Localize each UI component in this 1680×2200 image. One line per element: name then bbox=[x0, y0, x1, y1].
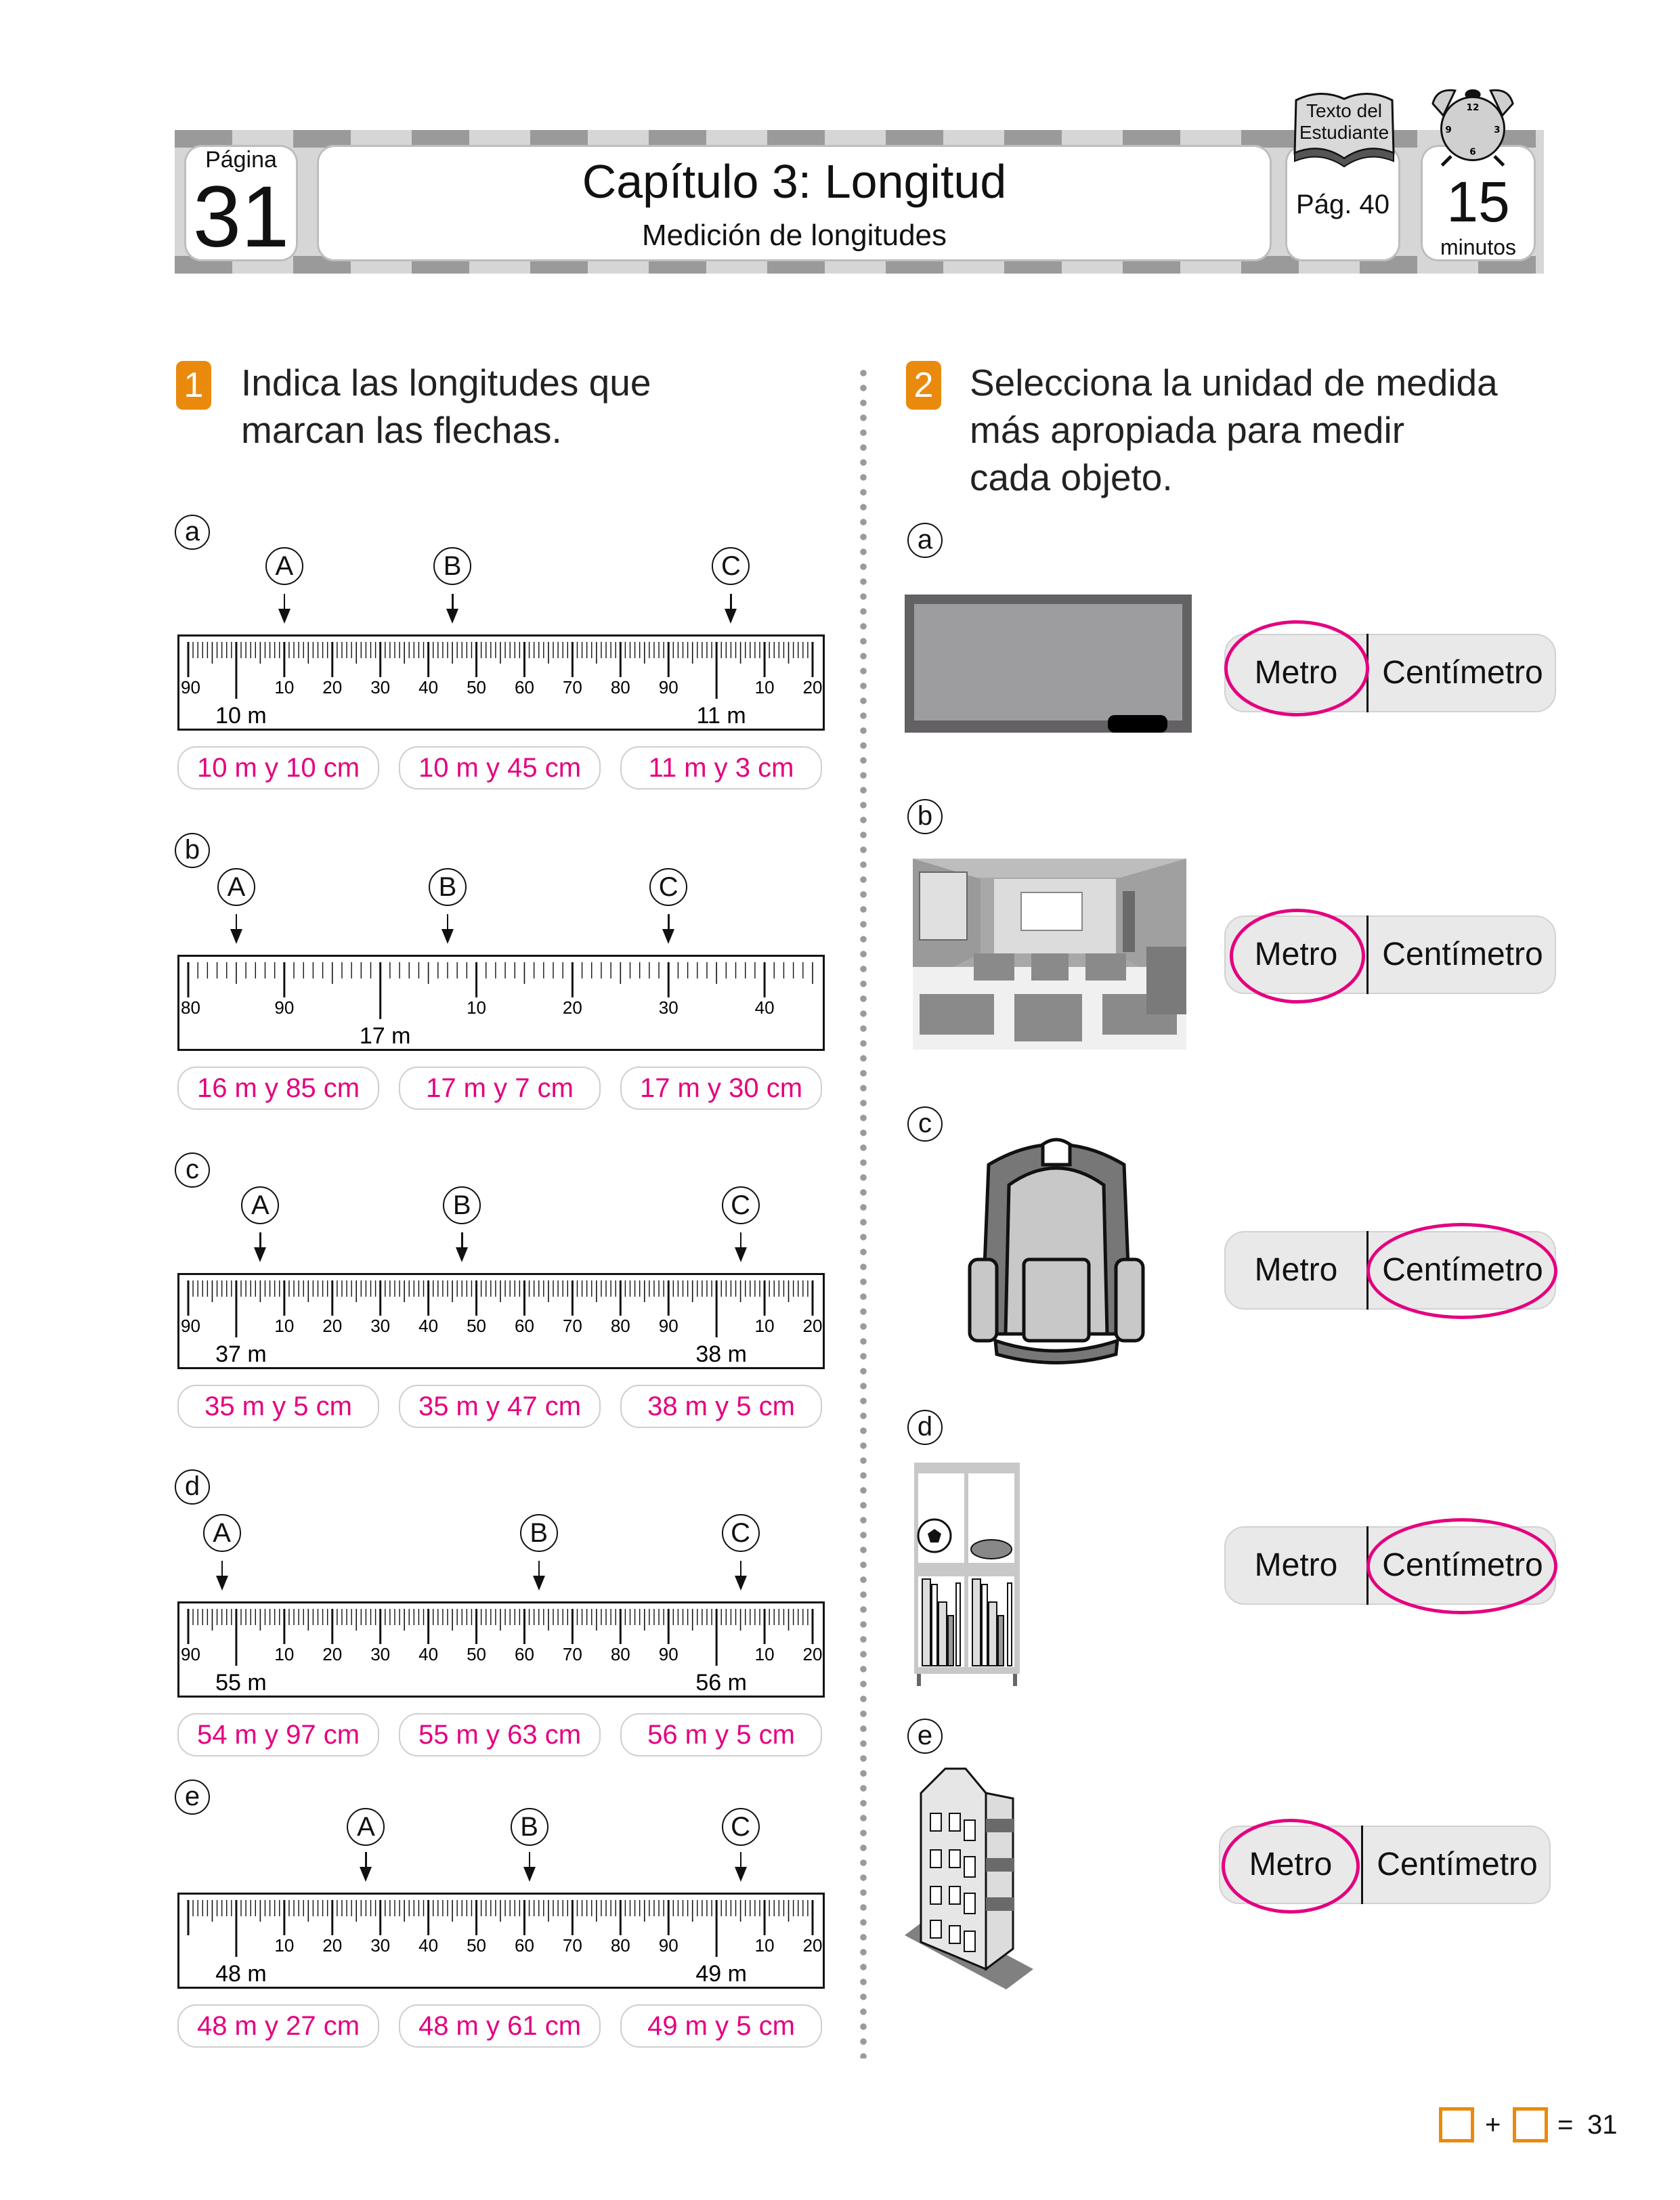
textbook-label: Texto del Estudiante bbox=[1299, 100, 1390, 143]
footer-total: 31 bbox=[1587, 2110, 1618, 2140]
pointer-label-b: B bbox=[511, 1808, 548, 1846]
tick-label: 50 bbox=[467, 1316, 486, 1336]
unit-option-2c bbox=[1224, 1231, 1556, 1310]
ruler-ticks bbox=[179, 637, 827, 733]
unit-option-2e bbox=[1219, 1826, 1551, 1904]
bookshelf-image bbox=[914, 1463, 1022, 1686]
tick-label: 80 bbox=[181, 997, 200, 1018]
exercise-2-instruction-line2: más apropiada para medir bbox=[970, 409, 1405, 451]
meter-label: 48 m bbox=[215, 1961, 267, 1987]
ruler bbox=[177, 1893, 825, 1989]
tick-label: 90 bbox=[274, 997, 295, 1018]
tick-label: 10 bbox=[274, 677, 295, 697]
tick-label: 70 bbox=[562, 677, 582, 697]
time-unit: minutos bbox=[1440, 235, 1517, 259]
tick-label: 20 bbox=[322, 1935, 343, 1956]
tick-label: 90 bbox=[181, 1644, 200, 1664]
answer-box[interactable]: 11 m y 3 cm bbox=[620, 746, 822, 790]
exercise-1-instruction-line1: Indica las longitudes que bbox=[241, 362, 651, 404]
tick-label: 10 bbox=[274, 1644, 295, 1664]
tick-label: 30 bbox=[370, 1644, 391, 1664]
answer-box[interactable]: 17 m y 7 cm bbox=[399, 1066, 601, 1110]
blackboard-image bbox=[905, 595, 1192, 733]
answer-box[interactable]: 35 m y 47 cm bbox=[399, 1385, 601, 1428]
ruler bbox=[177, 955, 825, 1051]
answer-box[interactable]: 48 m y 61 cm bbox=[399, 2004, 601, 2048]
chapter-title: Capítulo 3: Longitud bbox=[582, 155, 1007, 208]
item-letter-1a: a bbox=[175, 515, 210, 550]
chapter-subtitle: Medición de longitudes bbox=[641, 219, 947, 252]
item-letter-2d: d bbox=[907, 1410, 943, 1445]
clock-number-9: 9 bbox=[1445, 124, 1452, 135]
item-letter-2a: a bbox=[907, 523, 943, 558]
unit-option-2d bbox=[1224, 1526, 1556, 1605]
item-letter-2e: e bbox=[907, 1719, 943, 1754]
pointer-label-b: B bbox=[429, 868, 467, 906]
ruler bbox=[177, 1601, 825, 1698]
tick-label: 50 bbox=[467, 1644, 486, 1664]
option-centimetro[interactable]: Centímetro bbox=[1382, 1252, 1543, 1288]
tick-label: 10 bbox=[467, 997, 486, 1018]
pointer-label-a: A bbox=[241, 1186, 279, 1224]
tick-label: 10 bbox=[754, 1644, 775, 1664]
clock-number-6: 6 bbox=[1469, 146, 1476, 158]
tick-label: 90 bbox=[181, 677, 200, 697]
selection-circle bbox=[1222, 1819, 1360, 1914]
tick-label: 30 bbox=[370, 677, 391, 697]
tick-label: 20 bbox=[562, 997, 582, 1018]
answer-box[interactable]: 10 m y 10 cm bbox=[177, 746, 379, 790]
pointer-label-a: A bbox=[203, 1514, 241, 1552]
ruler bbox=[177, 634, 825, 731]
pointer-label-c: C bbox=[722, 1514, 760, 1552]
tick-label: 90 bbox=[658, 677, 679, 697]
meter-label: 49 m bbox=[695, 1961, 747, 1987]
option-metro[interactable]: Metro bbox=[1254, 1547, 1338, 1583]
pointer-label-a: A bbox=[265, 547, 303, 585]
selection-circle bbox=[1224, 620, 1369, 716]
building-image bbox=[905, 1766, 1033, 1996]
ruler-ticks bbox=[179, 1895, 827, 1991]
ruler-ticks bbox=[179, 957, 827, 1053]
meter-label: 56 m bbox=[695, 1670, 747, 1696]
tick-label: 90 bbox=[181, 1316, 200, 1336]
tick-label: 10 bbox=[754, 1935, 775, 1956]
tick-label: 10 bbox=[754, 677, 775, 697]
pointer-label-a: A bbox=[347, 1808, 385, 1846]
tick-label: 80 bbox=[610, 1316, 630, 1336]
tick-label: 60 bbox=[515, 1644, 534, 1664]
tick-label: 20 bbox=[322, 1644, 343, 1664]
ruler bbox=[177, 1273, 825, 1369]
pointer-label-b: B bbox=[520, 1514, 558, 1552]
textbook-page: Pág. 40 bbox=[1296, 190, 1390, 219]
unit-option-2a bbox=[1224, 634, 1556, 712]
answer-box[interactable]: 54 m y 97 cm bbox=[177, 1713, 379, 1756]
column-separator bbox=[860, 366, 867, 2058]
plus-sign: + bbox=[1485, 2110, 1501, 2140]
option-divider bbox=[1366, 915, 1369, 994]
pointer-label-a: A bbox=[217, 868, 255, 906]
tick-label: 40 bbox=[754, 997, 775, 1018]
tick-label: 40 bbox=[418, 1644, 439, 1664]
answer-box-1[interactable] bbox=[1439, 2107, 1474, 2142]
time-value: 15 bbox=[1446, 170, 1510, 234]
tick-label: 20 bbox=[322, 1316, 343, 1336]
pointer-label-c: C bbox=[649, 868, 687, 906]
option-centimetro[interactable]: Centímetro bbox=[1382, 655, 1543, 691]
option-metro[interactable]: Metro bbox=[1254, 936, 1338, 972]
tick-label: 40 bbox=[418, 677, 439, 697]
ruler-ticks bbox=[179, 1275, 827, 1371]
item-letter-1d: d bbox=[175, 1469, 210, 1505]
pointer-label-b: B bbox=[433, 547, 471, 585]
tick-label: 60 bbox=[515, 1316, 534, 1336]
tick-label: 20 bbox=[802, 1935, 823, 1956]
tick-label: 20 bbox=[802, 1316, 823, 1336]
meter-label: 38 m bbox=[695, 1341, 747, 1367]
item-letter-1b: b bbox=[175, 833, 210, 868]
tick-label: 10 bbox=[274, 1316, 295, 1336]
meter-label: 37 m bbox=[215, 1341, 267, 1367]
meter-label: 55 m bbox=[215, 1670, 267, 1696]
pointer-label-c: C bbox=[722, 1186, 760, 1224]
item-letter-2c: c bbox=[907, 1106, 943, 1142]
selection-circle bbox=[1366, 1223, 1557, 1319]
tick-label: 90 bbox=[658, 1316, 679, 1336]
answer-box-2[interactable] bbox=[1513, 2107, 1548, 2142]
pointer-label-b: B bbox=[443, 1186, 481, 1224]
tick-label: 90 bbox=[658, 1935, 679, 1956]
tick-label: 20 bbox=[802, 677, 823, 697]
tick-label: 20 bbox=[802, 1644, 823, 1664]
option-centimetro[interactable]: Centímetro bbox=[1377, 1847, 1538, 1882]
tick-label: 50 bbox=[467, 677, 486, 697]
item-letter-1c: c bbox=[175, 1152, 210, 1188]
tick-label: 40 bbox=[418, 1316, 439, 1336]
item-letter-1e: e bbox=[175, 1780, 210, 1815]
answer-box[interactable]: 49 m y 5 cm bbox=[620, 2004, 822, 2048]
tick-label: 70 bbox=[562, 1316, 582, 1336]
option-metro[interactable]: Metro bbox=[1254, 1252, 1338, 1288]
option-centimetro[interactable]: Centímetro bbox=[1382, 936, 1543, 972]
option-divider bbox=[1361, 1826, 1363, 1904]
answer-box[interactable]: 35 m y 5 cm bbox=[177, 1385, 379, 1428]
tick-label: 10 bbox=[754, 1316, 775, 1336]
pointer-label-c: C bbox=[722, 1808, 760, 1846]
classroom-image bbox=[913, 859, 1186, 1050]
exercise-2-instruction-line3: cada objeto. bbox=[970, 456, 1173, 498]
tick-label: 60 bbox=[515, 1935, 534, 1956]
tick-label: 40 bbox=[418, 1935, 439, 1956]
item-letter-2b: b bbox=[907, 799, 943, 834]
clock-number-3: 3 bbox=[1494, 124, 1501, 135]
exercise-1-number: 1 bbox=[176, 361, 211, 410]
answer-box[interactable]: 55 m y 63 cm bbox=[399, 1713, 601, 1756]
tick-label: 30 bbox=[370, 1935, 391, 1956]
tick-label: 80 bbox=[610, 677, 630, 697]
meter-label: 17 m bbox=[359, 1023, 411, 1049]
tick-label: 10 bbox=[274, 1935, 295, 1956]
tick-label: 70 bbox=[562, 1935, 582, 1956]
equals-sign: = bbox=[1557, 2110, 1574, 2140]
meter-label: 11 m bbox=[696, 703, 746, 729]
answer-box[interactable]: 38 m y 5 cm bbox=[620, 1385, 822, 1428]
tick-label: 30 bbox=[370, 1316, 391, 1336]
tick-label: 70 bbox=[562, 1644, 582, 1664]
alarm-clock-icon bbox=[1422, 85, 1524, 171]
page-number: 31 bbox=[192, 169, 290, 265]
exercise-2-instruction-line1: Selecciona la unidad de medida bbox=[970, 362, 1498, 404]
meter-label: 10 m bbox=[215, 703, 267, 729]
page-label: Página bbox=[205, 147, 277, 173]
tick-label: 30 bbox=[658, 997, 679, 1018]
tick-label: 50 bbox=[467, 1935, 486, 1956]
tick-label: 80 bbox=[610, 1935, 630, 1956]
exercise-2-number: 2 bbox=[906, 361, 941, 410]
ruler-ticks bbox=[179, 1603, 827, 1700]
tick-label: 60 bbox=[515, 677, 534, 697]
clock-number-12: 12 bbox=[1466, 102, 1480, 113]
option-metro[interactable]: Metro bbox=[1249, 1847, 1333, 1882]
tick-label: 80 bbox=[610, 1644, 630, 1664]
answer-box[interactable]: 10 m y 45 cm bbox=[399, 746, 601, 790]
tick-label: 90 bbox=[658, 1644, 679, 1664]
tick-label: 20 bbox=[322, 677, 343, 697]
answer-box[interactable]: 56 m y 5 cm bbox=[620, 1713, 822, 1756]
pointer-label-c: C bbox=[712, 547, 750, 585]
exercise-1-instruction-line2: marcan las flechas. bbox=[241, 409, 562, 451]
selection-circle bbox=[1366, 1518, 1557, 1614]
answer-box[interactable]: 48 m y 27 cm bbox=[177, 2004, 379, 2048]
option-metro[interactable]: Metro bbox=[1254, 655, 1338, 691]
answer-box[interactable]: 17 m y 30 cm bbox=[620, 1066, 822, 1110]
option-centimetro[interactable]: Centímetro bbox=[1382, 1547, 1543, 1583]
unit-option-2b bbox=[1224, 915, 1556, 994]
selection-circle bbox=[1230, 909, 1365, 1004]
backpack-image bbox=[962, 1138, 1151, 1368]
answer-box[interactable]: 16 m y 85 cm bbox=[177, 1066, 379, 1110]
